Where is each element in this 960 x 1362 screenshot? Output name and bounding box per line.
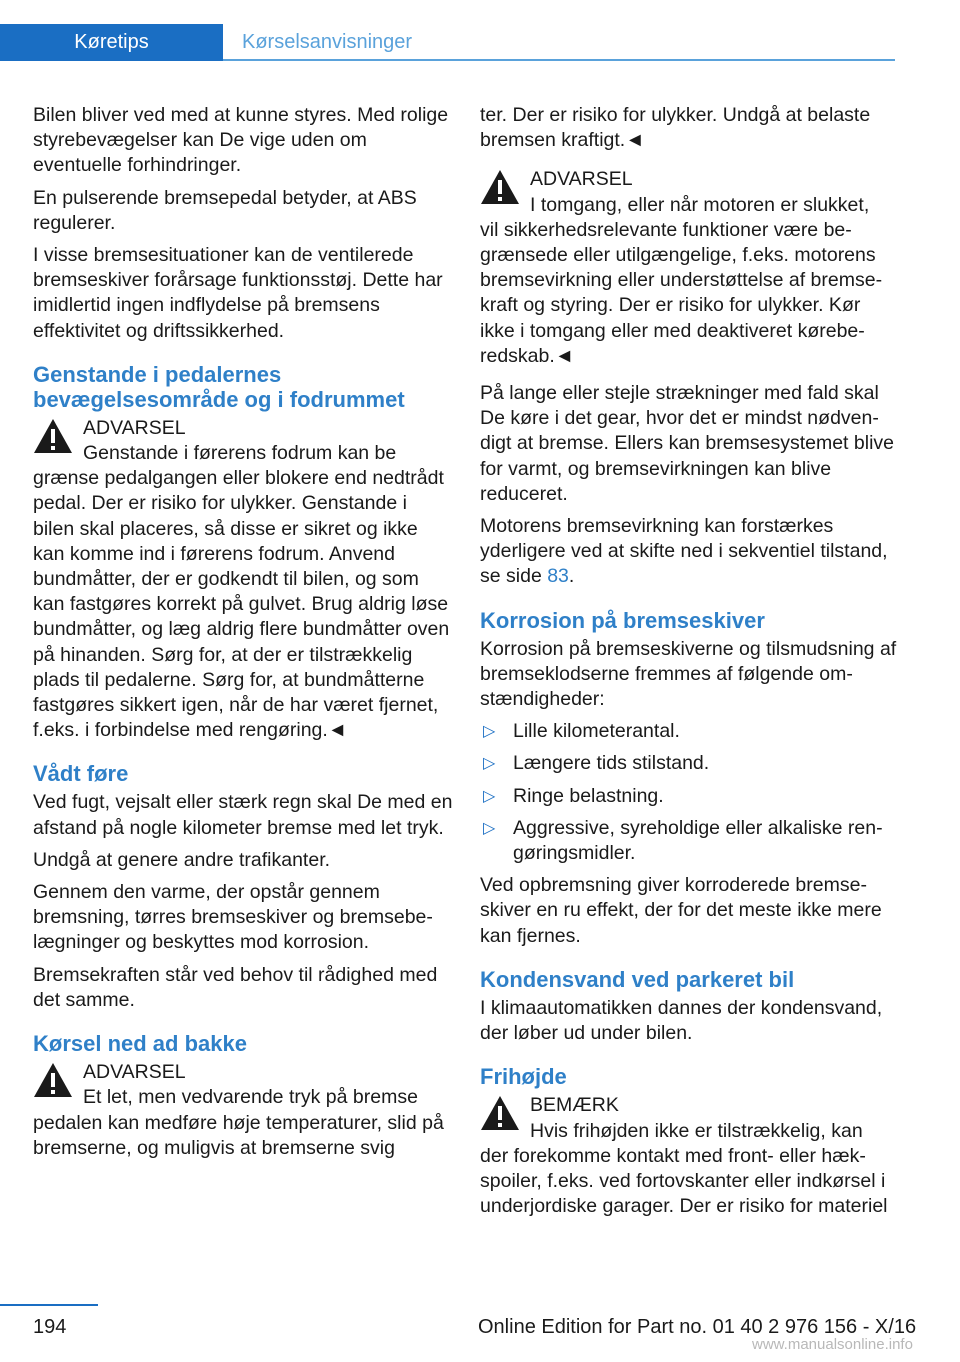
page-number: 194 — [33, 1316, 67, 1338]
note-text: der forekomme kontakt med front- eller hækspoiler, f.eks. ved fortovskanter eller indkørsel i underjordiske garager. Der er risiko for materiel — [480, 1144, 888, 1218]
page-number-rule — [0, 1304, 98, 1306]
tab-koeretips[interactable]: Køretips — [0, 24, 223, 61]
section-heading-frihoejde: Frihøjde — [480, 1064, 567, 1090]
list-item: ▷ Længere tids stilstand. — [480, 751, 898, 776]
paragraph: Ved opbremsning giver korroderede bremseskiver en ru effekt, der for det meste ikke mere kan fjernes. — [480, 874, 882, 947]
warning-label: ADVARSEL — [83, 1061, 186, 1084]
warning-text-first: Genstande i førerens fodrum kan be — [83, 442, 397, 465]
section-heading-koersel-ned-ad-bakke: Kørsel ned ad bakke — [33, 1031, 247, 1057]
paragraph: I klimaautomatikken dannes der kondensvand, der løber ud under bilen. — [480, 996, 883, 1045]
chapter-tabs — [0, 24, 895, 61]
note-text-first: Hvis frihøjden ikke er tilstrækkelig, kan — [530, 1119, 863, 1142]
warning-block — [33, 1060, 453, 1161]
triangle-right-icon: ▷ — [483, 787, 496, 805]
warning-text-first: Et let, men vedvarende tryk på bremse — [83, 1086, 418, 1109]
tab-koerselsanvisninger[interactable]: Kørselsanvisninger — [242, 31, 413, 53]
warning-block — [480, 167, 898, 369]
triangle-right-icon: ▷ — [483, 723, 496, 741]
left-column — [33, 103, 453, 1168]
warning-label: ADVARSEL — [83, 416, 186, 439]
warning-triangle-icon — [33, 418, 73, 454]
right-column — [480, 103, 898, 1226]
paragraph: På lange eller stejle strækninger med fald skal De køre i det gear, hvor det er mindst nødvendigt at bremse. Ellers kan bremsesystemet blive for varmt, og bremsevirkningen kan blive reduceret. — [480, 382, 894, 505]
triangle-right-icon: ▷ — [483, 819, 496, 837]
list-item: ▷ Lille kilometerantal. — [480, 719, 898, 744]
triangle-right-icon: ▷ — [483, 755, 496, 773]
paragraph: Bremsekraften står ved behov til rådighed med det samme. — [33, 963, 438, 1011]
list-item: ▷ Ringe belastning. — [480, 784, 898, 809]
page-link[interactable]: 83 — [547, 565, 569, 588]
warning-triangle-icon — [33, 1062, 73, 1098]
paragraph: Motorens bremsevirkning kan forstærkes yderligere ved at skifte ned i sekventiel tilstand, se side 83. — [480, 515, 888, 588]
section-heading-korrosion: Korrosion på bremseskiver — [480, 607, 765, 633]
list-item: ▷ Aggressive, syreholdige eller alkaliske rengøringsmidler. — [483, 816, 883, 865]
tab-underline — [223, 59, 895, 61]
warning-label: ADVARSEL — [530, 168, 633, 191]
paragraph: Undgå at genere andre trafikanter. — [33, 848, 331, 871]
warning-triangle-icon — [480, 169, 520, 205]
section-heading-kondensvand: Kondensvand ved parkeret bil — [480, 966, 795, 992]
section-heading-vaadt-foere: Vådt føre — [33, 761, 129, 787]
note-label: BEMÆRK — [530, 1094, 619, 1117]
paragraph: Korrosion på bremseskiverne og tilsmudsning af bremseklodserne fremmes af følgende omstændigheder: — [480, 637, 897, 711]
warning-triangle-icon — [480, 1095, 520, 1131]
bullet-list — [480, 719, 898, 866]
note-block — [480, 1093, 898, 1219]
paragraph: Gennem den varme, der opstår gennem bremsning, tørres bremseskiver og bremsebelægninger og beskyttes mod korrosion. — [33, 881, 433, 954]
section-heading-genstande: Genstande i pedalernes bevægelsesområde og i fodrummet — [33, 361, 405, 412]
paragraph: Ved fugt, vejsalt eller stærk regn skal De med en afstand på nogle kilometer bremse med let tryk. — [33, 791, 453, 839]
warning-text-first: I tomgang, eller når motoren er slukket, — [530, 193, 870, 216]
paragraph: ter. Der er risiko for ulykker. Undgå at belaste bremsen kraftigt.◄ — [480, 104, 871, 152]
warning-block — [33, 416, 453, 744]
paragraph: I visse bremsesituationer kan de ventilerede bremseskiver forårsage funktionsstøj. Dette har imidlertid ingen indflydelse på bremsens effektivitet og driftssikkerhed. — [33, 244, 443, 342]
warning-text: pedalen kan medføre høje temperaturer, slid på bremserne, og muligvis at bremserne svig — [33, 1111, 444, 1159]
warning-text: grænse pedalgangen eller blokere end nedtrådt pedal. Der er risiko for ulykker. Genstande i bilen skal placeres, så disse er sikret og ikke kan komme ind i førerens fodrum. Anvend bundmåtter, der er godkendt til bilen, og som kan fastgøres korrekt på gulvet. Brug aldrig løse bundmåtter, og læg aldrig flere bundmåtter oven på hinanden. Sørg for, at der er tilstrækkelig plads til pedalerne. Sørg for, at bundmåtterne fastgøres sikkert igen, når de har været fjernet, f.eks. i forbindelse med rengøring.◄ — [33, 467, 450, 742]
edition-footer: Online Edition for Part no. 01 40 2 976 156 - X/16 — [478, 1316, 917, 1338]
paragraph: Bilen bliver ved med at kunne styres. Med rolige styrebevægelser kan De vige uden om eventuelle forhindringer. — [33, 104, 449, 177]
warning-text: vil sikkerhedsrelevante funktioner være begrænsede eller utilgængelige, f.eks. motorens bremsevirkning eller understøttelse af bremsekraft og styring. Der er risiko for ulykker. Kør ikke i tomgang eller med deaktiveret køreberedskab.◄ — [480, 218, 883, 367]
paragraph: En pulserende bremsepedal betyder, at ABS regulerer. — [33, 186, 417, 234]
watermark: www.manualsonline.info — [752, 1336, 913, 1353]
